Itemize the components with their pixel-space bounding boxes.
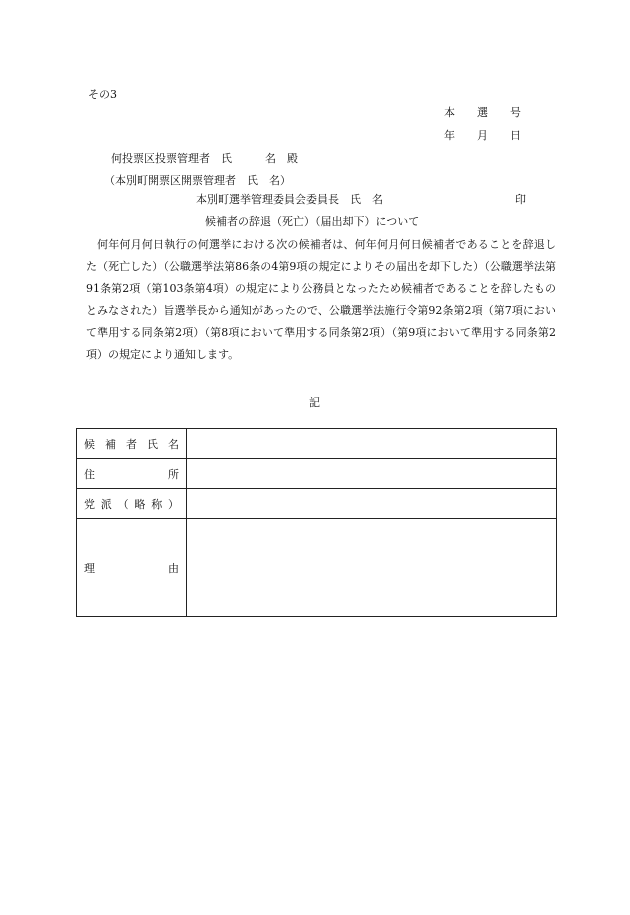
- row-label-address: 住所: [77, 459, 187, 489]
- addressee-line-2: （本別町開票区開票管理者 氏 名）: [104, 174, 291, 187]
- row-label-party: 党派（略称）: [77, 489, 187, 519]
- table-row: [77, 429, 557, 459]
- body-paragraph: 何年何月何日執行の何選挙における次の候補者は、何年何月何日候補者であることを辞退した（死亡した）（公職選挙法第86条の4第9項の規定によりその届出を却下した）（公職選挙法第91条第2項（第103条第4項）の規定により公務員となったため候補者であることを辞したものとみなされた）旨選挙長から通知があったので、公職選挙法施行令第92条第2項（第7項において準用する同条第2項）（第8項において準用する同条第2項）（第9項において準用する同条第2項）の規定により通知します。: [86, 238, 556, 361]
- document-subject: 候補者の辞退（死亡）（届出却下）について: [205, 215, 420, 228]
- reference-number: 本 選 号: [444, 106, 521, 119]
- document-date: 年 月 日: [444, 129, 521, 142]
- sender-name: 本別町選挙管理委員会委員長 氏 名: [196, 193, 383, 206]
- addressee-line-1: 何投票区投票管理者 氏 名 殿: [111, 152, 298, 165]
- seal-mark: 印: [515, 193, 526, 206]
- row-label-candidate-name: 候補者氏名: [77, 429, 187, 459]
- row-value-party: [187, 489, 557, 519]
- row-value-address: [187, 459, 557, 489]
- form-number: その3: [88, 88, 117, 101]
- table-row: [77, 519, 557, 617]
- row-value-reason: [187, 519, 557, 617]
- row-value-candidate-name: [187, 429, 557, 459]
- table-row: [77, 489, 557, 519]
- row-label-reason: 理由: [77, 519, 187, 617]
- candidate-info-table: [76, 428, 557, 617]
- body-text: [86, 234, 556, 366]
- note-heading: 記: [309, 396, 320, 409]
- table-row: [77, 459, 557, 489]
